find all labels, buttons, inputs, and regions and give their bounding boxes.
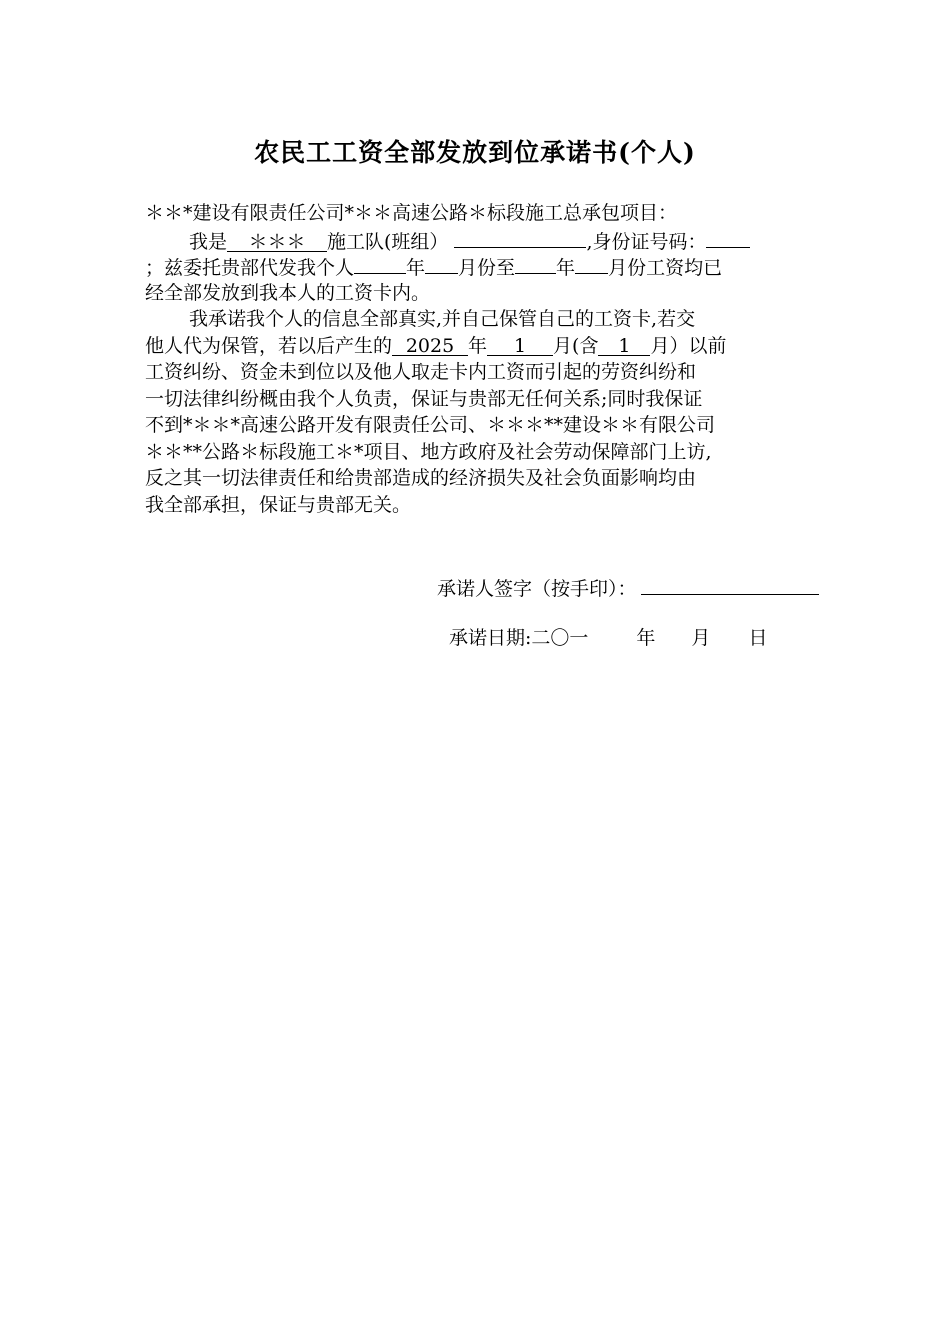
date-label: 承诺日期:二〇一 xyxy=(449,627,589,649)
para2-line1: 我承诺我个人的信息全部真实,并自己保管自己的工资卡,若交 xyxy=(189,308,696,330)
cutoff-year-label: 年 xyxy=(468,334,488,357)
para1-line1 xyxy=(145,227,815,254)
line2-prefix-2: 他人代为保管，若以后产生的 xyxy=(145,334,393,357)
line2-prefix: ；兹委托贵部代发我个人 xyxy=(145,257,355,279)
year-label: 年 xyxy=(406,257,426,279)
signature-row xyxy=(437,574,819,601)
team-label: 施工队(班组） xyxy=(327,230,449,253)
para2-line7: 反之其一切法律责任和给贵部造成的经济损失及社会负面影响均由 xyxy=(145,467,697,489)
cutoff-month-field[interactable]: 1 xyxy=(487,335,553,356)
addressee: ＊＊*建设有限责任公司*＊＊高速公路＊标段施工总承包项目： xyxy=(145,202,678,224)
start-year-field[interactable] xyxy=(354,253,406,274)
para2-line8: 我全部承担，保证与贵部无关。 xyxy=(145,493,412,516)
para2-line6: ＊＊**公路＊标段施工＊*项目、地方政府及社会劳动保障部门上访, xyxy=(145,440,712,463)
para2-line4: 一切法律纠纷概由我个人负责，保证与贵部无任何关系;同时我保证 xyxy=(145,387,703,410)
para2-line3: 工资纠纷、资金未到位以及他人取走卡内工资而引起的劳资纠纷和 xyxy=(145,361,697,383)
team-name-field[interactable]: ＊＊＊ xyxy=(227,231,327,252)
date-month-label: 月 xyxy=(691,627,711,649)
cutoff-year-field[interactable]: 2025 xyxy=(392,335,468,356)
document-title: 农民工工资全部发放到位承诺书(个人) xyxy=(254,138,696,167)
document-body xyxy=(145,200,815,518)
month-to-label: 月份工资均已 xyxy=(608,257,723,279)
signature-field[interactable] xyxy=(641,574,819,595)
id-label: ,身份证号码： xyxy=(586,230,707,253)
para1-line3: 经全部发放到我本人的工资卡内。 xyxy=(145,281,431,304)
inclusive-month-field[interactable]: 1 xyxy=(598,335,650,356)
date-day-label: 日 xyxy=(748,627,768,649)
year-label-2: 年 xyxy=(556,257,576,279)
date-row xyxy=(449,623,767,650)
id-number-field[interactable] xyxy=(706,227,750,248)
para2-line5: 不到*＊＊*高速公路开发有限责任公司、＊＊＊**建设＊＊有限公司 xyxy=(145,414,716,436)
para2-line2 xyxy=(145,333,815,360)
team-name-blank[interactable] xyxy=(454,227,586,248)
cutoff-month-label: 月(含 xyxy=(553,334,599,357)
para1-line2 xyxy=(145,253,815,280)
para1-prefix: 我是 xyxy=(189,230,228,253)
end-month-field[interactable] xyxy=(575,253,608,274)
line2-suffix: 月）以前 xyxy=(650,334,727,357)
signature-label: 承诺人签字（按手印）： xyxy=(437,578,637,600)
start-month-field[interactable] xyxy=(425,253,458,274)
end-year-field[interactable] xyxy=(515,253,556,274)
month-from-label: 月份至 xyxy=(458,257,516,279)
date-year-label: 年 xyxy=(636,627,656,649)
